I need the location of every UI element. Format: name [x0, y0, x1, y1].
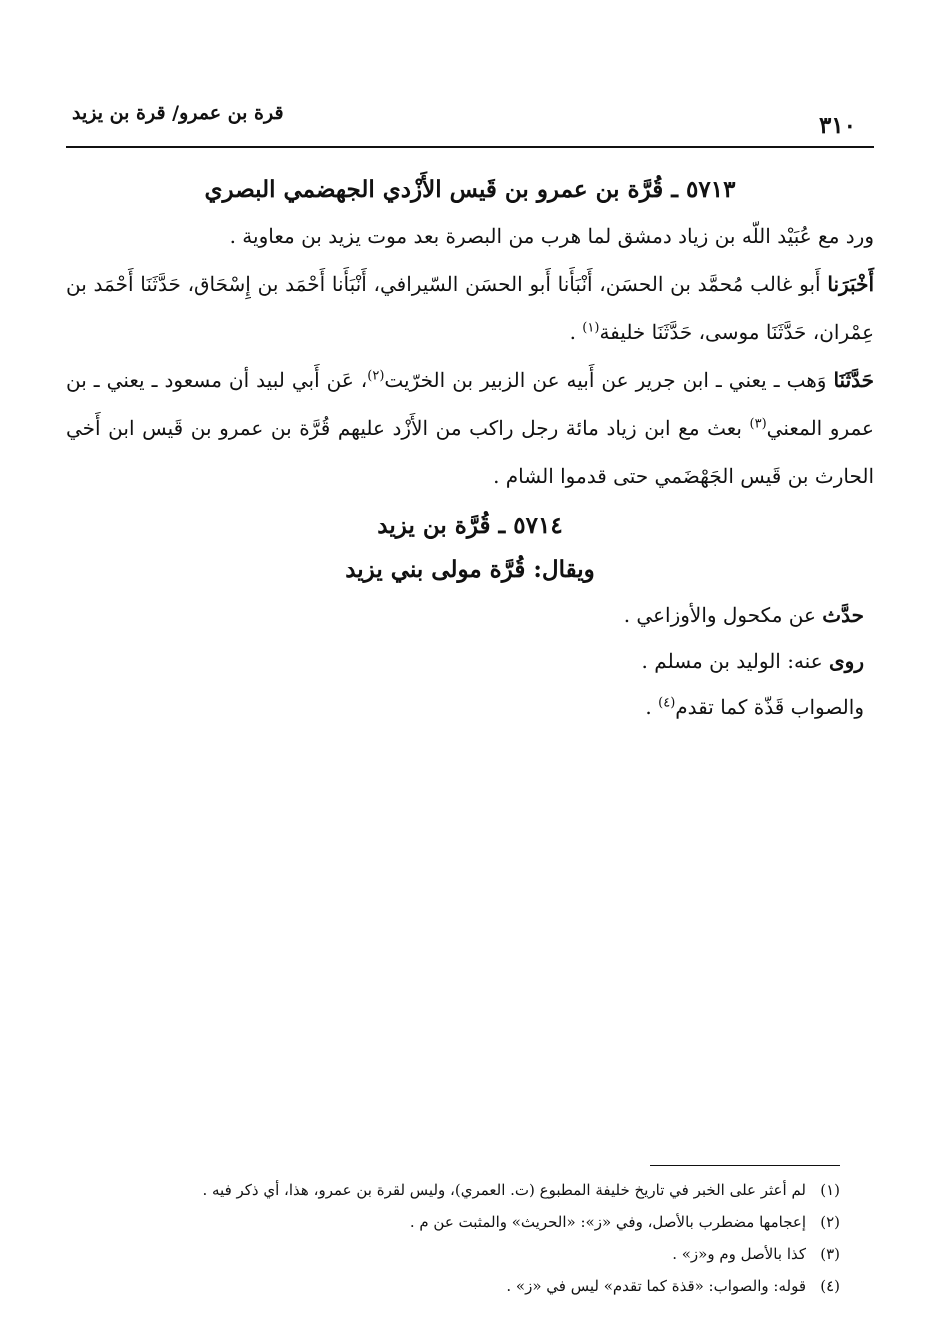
footnote [90, 1174, 840, 1206]
footnote-rule [650, 1165, 840, 1166]
footnote-ref-1: (١) [582, 320, 600, 336]
footnote [90, 1206, 840, 1238]
footnote-number: (٣) [820, 1245, 840, 1263]
footnote [90, 1238, 840, 1270]
footnote-ref-4: (٤) [658, 695, 676, 711]
narration-paragraph [66, 356, 874, 500]
isnad-text: أَبو غالب مُحمَّد بن الحسَن، أَنْبَأَنا أَبو الحسَن السّيرافي، أَنْبَأَنا أَحْمَد بن إِسْحَاق، حَدَّثَنَا أَحْمَد بن عِمْران، حَدَّثَنَا موسى، حَدَّثَنَا خليفة [66, 272, 874, 344]
footnote-ref-3: (٣) [749, 416, 767, 432]
main-text [66, 168, 874, 730]
entry-title: ٥٧١٤ ـ قُرَّة بن يزيد [377, 512, 563, 539]
entry-title: ٥٧١٣ ـ قُرَّة بن عمرو بن قَيس الأَزْدي الجهضمي البصري [204, 176, 736, 203]
entry-5714 [66, 504, 874, 730]
entry-5713 [66, 168, 874, 500]
footnote-number: (٤) [820, 1277, 840, 1295]
isnad-paragraph [66, 260, 874, 356]
footnote-ref-2: (٢) [367, 368, 385, 384]
page-number: ٣١٠ [818, 112, 856, 139]
entry-line [66, 684, 874, 730]
narration-lead-word: حَدَّثَنَا [833, 368, 875, 392]
footnote [90, 1270, 840, 1302]
entry-line [66, 638, 874, 684]
entry-line [66, 592, 874, 638]
line-text: عنه: الوليد بن مسلم . [641, 649, 830, 673]
line-text: عن مكحول والأوزاعي . [623, 603, 823, 627]
line-end: . [645, 695, 659, 719]
entry-subtitle: ويقال: قُرَّة مولى بني يزيد [345, 556, 595, 583]
page-header [66, 100, 874, 139]
footnote-text: إعجامها مضطرب بالأصل، وفي «ز»: «الحريث» والمثبت عن م . [409, 1213, 806, 1231]
line-text: والصواب قَذّة كما تقدم [675, 695, 864, 719]
footnote-text: كذا بالأصل وم و«ز» . [672, 1245, 806, 1263]
isnad-end: . [569, 320, 583, 344]
footnote-text: لم أعثر على الخبر في تاريخ خليفة المطبوع (ت. العمري)، وليس لقرة بن عمرو، هذا، أي ذكر فيه . [202, 1181, 806, 1199]
narration-text-b: ، عَن أَبي لبيد أن مسعود ـ يعني ـ بن عمرو المعني [66, 368, 874, 440]
footnote-number: (١) [820, 1181, 840, 1199]
intro-text: ورد مع عُبَيْد اللّه بن زياد دمشق لما هرب من البصرة بعد موت يزيد بن معاوية . [229, 224, 874, 248]
line-lead-word: حدَّث [822, 603, 864, 627]
running-head: قرة بن عمرو/ قرة بن يزيد [72, 102, 284, 124]
narration-text-c: بعث مع ابن زياد مائة رجل راكب من الأَزْد عليهم قُرَّة بن عمرو بن قَيس ابن أَخي الحارث بن قَيس الجَهْضَمي حتى قدموا الشام . [66, 416, 874, 488]
line-lead-word: روى [829, 649, 864, 673]
entry-intro [66, 212, 874, 260]
footnotes [90, 1174, 840, 1302]
header-rule [66, 146, 874, 148]
narration-text-a: وَهب ـ يعني ـ ابن جرير عن أَبيه عن الزبير بن الخرّيت [384, 368, 827, 392]
footnote-number: (٢) [820, 1213, 840, 1231]
footnote-text: قوله: والصواب: «قذة كما تقدم» ليس في «ز» . [506, 1277, 806, 1295]
isnad-lead-word: أَخْبَرَنا [827, 272, 874, 296]
